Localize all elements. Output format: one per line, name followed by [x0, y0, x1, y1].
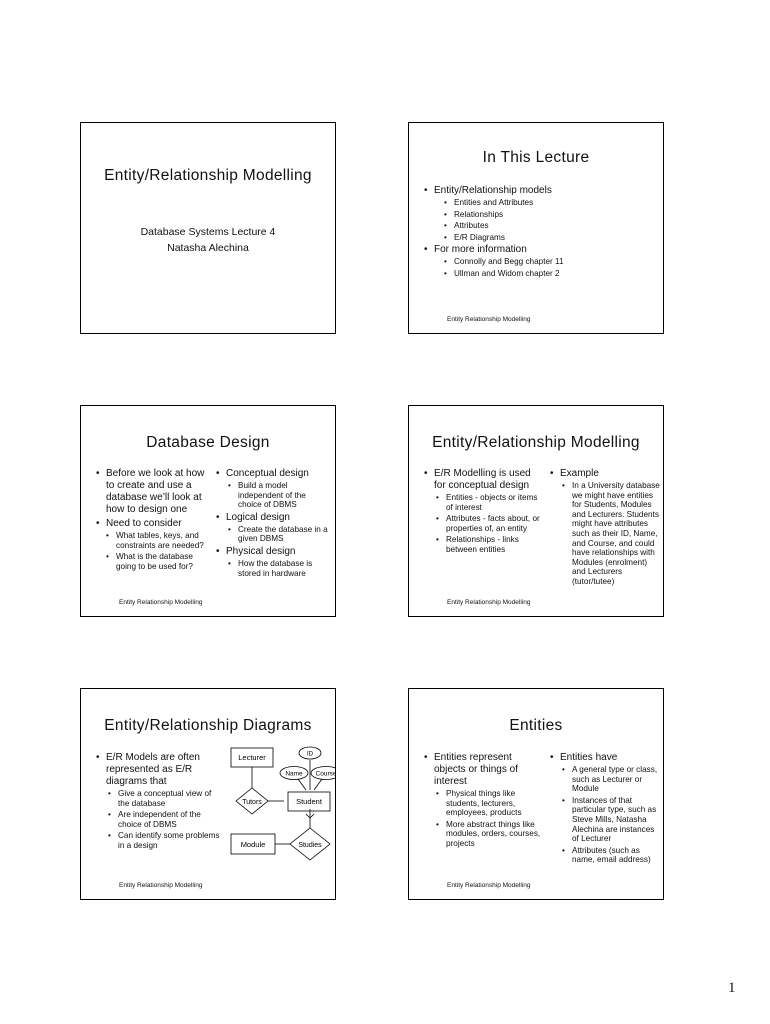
- sub-bullet: • In a University database we might have entities for Students, Modules and Lecturers. Students might have attributes such as their ID, Name, and Course, and could have relationships with Modules (enrolment) and Lecturers (tutor/tutee): [562, 481, 661, 587]
- slide-heading: Entity/Relationship Diagrams: [104, 717, 312, 734]
- bullet-item: [549, 752, 661, 865]
- label-course: Course: [315, 770, 336, 778]
- sub-bullet: • Attributes (such as name, email address): [562, 846, 661, 865]
- sub-bullet: • Attributes: [444, 221, 659, 231]
- sub-bullet: • Build a model independent of the choice of DBMS: [228, 481, 331, 510]
- bullet-item: [423, 468, 541, 555]
- label-tutors: Tutors: [242, 799, 262, 806]
- bullet-item: [549, 468, 661, 587]
- sub-bullet: • Entities and Attributes: [444, 198, 659, 208]
- bullet-text: Before we look at how to create and use a database we’ll look at how to design one: [106, 468, 205, 515]
- sub-bullet: • Ullman and Widom chapter 2: [444, 269, 659, 279]
- slide-title-heading: Entity/Relationship Modelling: [104, 167, 312, 184]
- bullet-text: Physical design: [226, 545, 296, 557]
- sub-bullet: • Can identify some problems in a design: [108, 831, 223, 850]
- bullet-list-left: [95, 468, 207, 573]
- bullet-text: Conceptual design: [226, 468, 309, 479]
- lecture-subtitle: Database Systems Lecture 4: [140, 226, 276, 238]
- bullet-text: Entities have: [560, 752, 618, 763]
- slide-footer: Entity Relationship Modelling: [447, 599, 531, 606]
- bullet-item: [95, 518, 207, 571]
- label-lecturer: Lecturer: [238, 753, 266, 762]
- label-module: Module: [240, 840, 266, 849]
- bullet-text: Example: [560, 468, 599, 479]
- bullet-item: [423, 244, 659, 278]
- bullet-list-left: [423, 468, 541, 557]
- sub-bullet: • What is the database going to be used for?: [106, 552, 207, 571]
- bullet-item: [95, 468, 207, 516]
- slide-footer: Entity Relationship Modelling: [119, 599, 203, 606]
- sub-bullet: • What tables, keys, and constraints are needed?: [106, 531, 207, 550]
- sub-bullet: • More abstract things like modules, orders, courses, projects: [436, 820, 541, 849]
- bullet-item: [215, 512, 331, 544]
- sub-bullet: • Create the database in a given DBMS: [228, 525, 331, 544]
- bullet-text: Entity/Relationship models: [434, 185, 552, 196]
- bullet-item: [423, 185, 659, 242]
- slide-heading: Entity/Relationship Modelling: [432, 434, 640, 451]
- page-number: 1: [728, 980, 736, 996]
- edge-name-student: [298, 779, 306, 790]
- bullet-item: [215, 546, 331, 578]
- slide-er-diagrams: [80, 688, 336, 900]
- slide-er-modelling: [408, 405, 664, 617]
- bullet-item: [423, 752, 541, 849]
- sub-bullet: • Attributes - facts about, or properties of, an entity: [436, 514, 541, 533]
- bullet-list-right: [549, 468, 661, 589]
- sub-bullet: • Relationships - links between entities: [436, 535, 541, 554]
- slide-heading: Database Design: [146, 434, 270, 451]
- bullet-text: Need to consider: [106, 518, 182, 529]
- bullet-text: E/R Modelling is used for conceptual design: [434, 468, 531, 491]
- bullet-text: Entities represent objects or things of interest: [434, 752, 518, 787]
- sub-bullet: • Connolly and Begg chapter 11: [444, 257, 659, 267]
- slide-entities: [408, 688, 664, 900]
- label-student: Student: [296, 797, 322, 806]
- slide-heading: Entities: [509, 717, 563, 734]
- sub-bullet: • Entities - objects or items of interest: [436, 493, 541, 512]
- bullet-item: [215, 468, 331, 510]
- bullet-text: For more information: [434, 244, 527, 256]
- bullet-item: [95, 752, 223, 851]
- slide-footer: Entity Relationship Modelling: [447, 316, 531, 323]
- slide-database-design: [80, 405, 336, 617]
- slide-heading: In This Lecture: [482, 149, 590, 166]
- bullet-list-right: [549, 752, 661, 867]
- sub-bullet: • Instances of that particular type, such as Steve Mills, Natasha Alechina are instances of Lecturer: [562, 796, 661, 844]
- author-name: Natasha Alechina: [167, 242, 249, 254]
- sub-bullet: • How the database is stored in hardware: [228, 559, 331, 578]
- sub-bullet: • Physical things like students, lecturers, employees, products: [436, 789, 541, 818]
- bullet-text: Logical design: [226, 511, 290, 523]
- slide-in-this-lecture: [408, 122, 664, 334]
- sub-bullet: • E/R Diagrams: [444, 233, 659, 243]
- slide-title: [80, 122, 336, 334]
- bullet-list: [423, 185, 659, 281]
- label-id: ID: [307, 751, 313, 758]
- label-name: Name: [285, 770, 303, 778]
- edge-course-student: [314, 779, 322, 790]
- sub-bullet: • Are independent of the choice of DBMS: [108, 810, 223, 829]
- slide-footer: Entity Relationship Modelling: [119, 882, 203, 889]
- bullet-list-left: [95, 752, 223, 853]
- label-studies: Studies: [298, 842, 322, 849]
- bullet-text: E/R Models are often represented as E/R diagrams that: [106, 752, 200, 787]
- bullet-list-left: [423, 752, 541, 851]
- sub-bullet: • Relationships: [444, 210, 659, 220]
- sub-bullet: • A general type or class, such as Lecturer or Module: [562, 765, 661, 794]
- bullet-list-right: [215, 468, 331, 580]
- er-diagram: [226, 744, 336, 864]
- sub-bullet: • Give a conceptual view of the database: [108, 789, 223, 808]
- slide-footer: Entity Relationship Modelling: [447, 882, 531, 889]
